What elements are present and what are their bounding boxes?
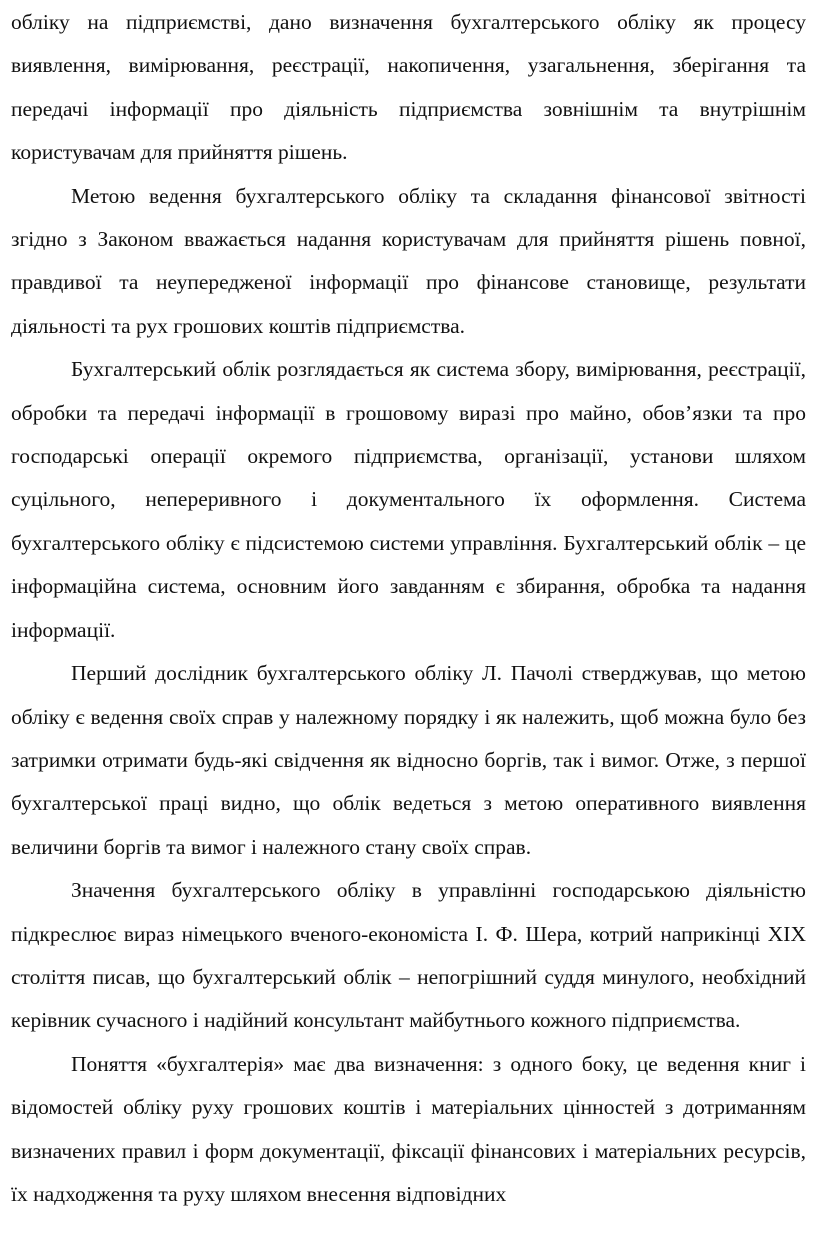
paragraph-3: Бухгалтерський облік розглядається як система збору, вимірювання, реєстрації, обробки та передачі інформації в грошовому виразі про майно, обов’язки та про господарські операції окремого підприємства, організації, установи шляхом суцільного, непереривного і документального їх оформлення. Система бухгалтерського обліку є підсистемою системи управління. Бухгалтерський облік – це інформаційна система, основним його завданням є збирання, обробка та надання інформації.: [11, 357, 806, 642]
paragraph-2: Метою ведення бухгалтерського обліку та складання фінансової звітності згідно з Законом вважається надання користувачам для прийняття рішень повної, правдивої та неупередженої інформації про фінансове становище, результати діяльності та рух грошових коштів підприємства.: [11, 183, 806, 338]
paragraph-4: Перший дослідник бухгалтерського обліку Л. Пачолі стверджував, що метою обліку є ведення своїх справ у належному порядку і як належить, щоб можна було без затримки отримати будь-які свідчення як відносно боргів, так і вимог. Отже, з першої бухгалтерської праці видно, що облік ведеться з метою оперативного виявлення величини боргів та вимог і належного стану своїх справ.: [11, 661, 806, 859]
paragraph-1: обліку на підприємстві, дано визначення бухгалтерського обліку як процесу виявлення, вимірювання, реєстрації, накопичення, узагальнення, зберігання та передачі інформації про діяльність підприємства зовнішнім та внутрішнім користувачам для прийняття рішень.: [11, 10, 806, 165]
document-page: [11, 0, 806, 1216]
paragraph-5: Значення бухгалтерського обліку в управлінні господарською діяльністю підкреслює вираз німецького вченого-економіста І. Ф. Шера, котрий наприкінці XIX століття писав, що бухгалтерський облік – непогрішний суддя минулого, необхідний керівник сучасного і надійний консультант майбутнього кожного підприємства.: [11, 878, 806, 1033]
paragraph-6: Поняття «бухгалтерія» має два визначення: з одного боку, це ведення книг і відомостей обліку руху грошових коштів і матеріальних цінностей з дотриманням визначених правил і форм документації, фіксації фінансових і матеріальних ресурсів, їх надходження та руху шляхом внесення відповідних: [11, 1051, 806, 1206]
